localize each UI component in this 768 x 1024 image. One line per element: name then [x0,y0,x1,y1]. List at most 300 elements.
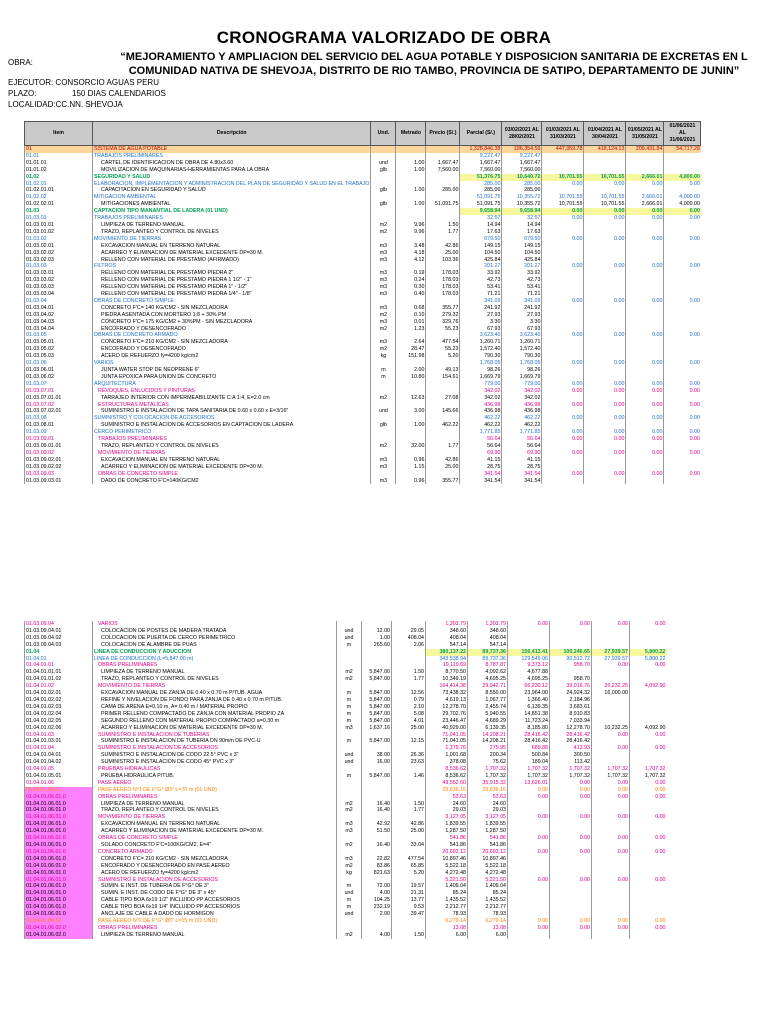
parcial: 1,287.50 [426,828,468,835]
metrado: 28.47 [396,346,426,353]
month-2: 0.00 [508,925,550,932]
month-5 [630,821,667,828]
description: OBRAS DE CONCRETO ARMADO [93,332,371,339]
metrado [396,429,426,436]
parcial: 53.41 [460,284,502,291]
month-2 [508,635,550,642]
unit: und [337,752,362,759]
description: LINEA DE CONDUCCION (L=5,847.00 m) [93,656,337,663]
month-1: 56.64 [502,436,542,443]
description: EXCAVACION MANUAL EN TERRENO NATURAL [93,457,371,464]
parcial: 285.00 [460,187,502,194]
month-3: 113.42 [550,759,592,766]
parcial: 51,091.75 [460,194,502,201]
item-code: 01.03.07 [25,381,93,388]
description: LIMPIEZA DE TERRENO MANUAL [93,222,371,229]
item-code: 01.03.07.01 [25,388,93,395]
metrado [396,415,426,422]
price [392,745,426,752]
price [426,215,460,222]
month-4: 0.00 [626,471,664,478]
metrado: 0.19 [396,270,426,277]
month-1: 1,667.47 [502,160,542,167]
price: 42.86 [426,243,460,250]
table-row [25,201,701,208]
month-4: 0.00 [592,780,630,787]
metrado: 9.96 [396,222,426,229]
metrado: 0.68 [396,305,426,312]
item-code: 01.04.01.06.01.0 [25,849,93,856]
description: MOVIMIENTO DE TIERRAS [93,683,337,690]
price [426,194,460,201]
item-code: 01.03.04.02 [25,312,93,319]
parcial: 1,669.79 [460,374,502,381]
item-code: 01 [25,146,93,153]
item-code: 01.04.01.02.04 [25,711,93,718]
unit: und [371,160,396,167]
metrado: 2.00 [362,911,392,918]
price [426,415,460,422]
month-4: 0.00 [592,925,630,932]
month-5 [630,628,667,635]
item-code: 01.03.09.01 [25,436,93,443]
price: 1.50 [392,932,426,939]
parcial: 85.24 [426,890,468,897]
month-2: 0.00 [508,835,550,842]
table-row [25,360,701,367]
metrado: 1.15 [396,464,426,471]
month-3 [550,883,592,890]
month-1: 425.84 [502,257,542,264]
metrado [362,918,392,925]
unit: m3 [371,305,396,312]
metrado: 5,847.00 [362,718,392,725]
month-5: 0.00 [664,208,701,215]
month-4: 0.00 [592,745,630,752]
month-5: 0.00 [664,450,701,457]
unit [371,208,396,215]
table-row [25,222,701,229]
month-5 [630,752,667,759]
description: CABLE TIPO BOA 6x19 1/2" INCLUIDO PP ACCESORIOS [93,897,337,904]
description: COLOCACION DE ALAMBRE DE PUAS [93,642,337,649]
item-code: 01.04.01.06.01.0 [25,883,93,890]
unit [371,174,396,181]
column-header: 03/02/2021 AL 28/02/2021 [502,122,542,146]
month-3 [584,422,626,429]
month-3: 12,278.70 [550,725,592,732]
parcial: 285.00 [460,181,502,188]
price: 25.00 [426,464,460,471]
month-4 [626,222,664,229]
parcial: 49,552.60 [426,780,468,787]
month-2 [542,153,584,160]
month-3 [550,669,592,676]
month-4 [626,319,664,326]
unit [371,429,396,436]
month-4: 0.00 [626,360,664,367]
month-1: 89,737.36 [468,649,508,656]
table-row [25,381,701,388]
description: MITIGACIONES AMBIENTAL [93,201,371,208]
month-5 [664,395,701,402]
item-code: 01.04 [25,649,93,656]
month-5 [630,842,667,849]
unit: m [337,704,362,711]
month-4 [626,457,664,464]
table-row [25,759,667,766]
unit [371,360,396,367]
item-code: 01.04.01.02.06 [25,725,93,732]
month-3: 39,016.76 [550,683,592,690]
description: SEGURIDAD Y SALUD [93,174,371,181]
month-1: 69.90 [502,450,542,457]
price: 42.86 [426,457,460,464]
month-1: 436.98 [502,408,542,415]
parcial: 29,636.16 [426,787,468,794]
month-4: 10,232.25 [592,725,630,732]
description: MOVIMIENTO DE TIERRAS [93,814,337,821]
month-1: 6.00 [468,932,508,939]
unit: m [337,738,362,745]
month-2 [508,642,550,649]
table-row [25,718,667,725]
item-code: 01.04.01.04.02 [25,759,93,766]
description: COLOCACION DE PUERTA DE CERCO PERIMETRICO [93,635,337,642]
month-4: 0.00 [626,450,664,457]
month-1: 341.54 [502,478,542,485]
month-4 [592,642,630,649]
document-title: CRONOGRAMA VALORIZADO DE OBRA [216,28,552,47]
parcial: 2,212.77 [426,904,468,911]
price: 462.22 [426,422,460,429]
month-4: 0.00 [626,215,664,222]
price [426,429,460,436]
unit [371,402,396,409]
unit: glb [371,187,396,194]
parcial: 436.98 [460,408,502,415]
metrado: 1,637.16 [362,725,392,732]
price: 103.36 [426,257,460,264]
month-1: 6,139.35 [468,725,508,732]
parcial: 1,260.71 [460,339,502,346]
month-5: 0.00 [664,402,701,409]
parcial: 3.30 [460,319,502,326]
parcial: 67.93 [460,326,502,333]
table-row [25,464,701,471]
item-code: 01.03.01.01 [25,222,93,229]
parcial: 408.04 [426,635,468,642]
month-2 [542,422,584,429]
month-5: 0.00 [664,429,701,436]
price: 13.77 [392,897,426,904]
month-4 [592,669,630,676]
unit: m3 [337,856,362,863]
price [392,662,426,669]
item-code: 01.03.02.03 [25,257,93,264]
parcial: 6.00 [426,932,468,939]
parcial: 56.64 [460,436,502,443]
month-5: 0.00 [664,332,701,339]
month-3 [584,153,626,160]
project-name [100,50,768,78]
description: CARTEL DE IDENTIFICACION DE OBRA DE 4.80x3.60 [93,160,371,167]
parcial: 4,619.13 [426,697,468,704]
month-5: 4,000.00 [664,174,701,181]
month-5 [630,863,667,870]
month-2: 0.00 [542,236,584,243]
month-2: 13,626.01 [508,780,550,787]
month-1: 5,221.50 [468,877,508,884]
description: VARIOS [93,621,337,628]
month-5: 4,092.90 [630,725,667,732]
unit [371,471,396,478]
description: TRAZO, REPLANTEO Y CONTROL DE NIVELES [93,443,371,450]
month-3: 0.00 [584,215,626,222]
unit [371,194,396,201]
localidad-line: LOCALIDAD:CC.NN. SHEVOJA [8,100,123,109]
month-1: 1,839.55 [468,821,508,828]
metrado: 72.00 [362,883,392,890]
parcial: 343,538.94 [426,656,468,663]
description: OBRAS DE CONCRETO SIMPLE [93,298,371,305]
unit: glb [371,422,396,429]
table-row [25,236,701,243]
table-row [25,849,667,856]
month-4 [626,243,664,250]
month-2: 4,677.88 [508,669,550,676]
month-1: 241.92 [502,305,542,312]
table-row [25,821,667,828]
unit: m3 [337,725,362,732]
month-5 [664,222,701,229]
price [426,153,460,160]
item-code: 01.04.01.05.01 [25,773,93,780]
description: SUMIN. E INST. DE CODO DE F°G° DE 3" x 45° [93,890,337,897]
month-2 [542,160,584,167]
table-row [25,257,701,264]
parcial: 4,272.48 [426,870,468,877]
unit [371,450,396,457]
price: 477.54 [426,339,460,346]
price [426,436,460,443]
item-code: 01.04.01.06.01.0 [25,870,93,877]
unit: m2 [337,932,362,939]
price [426,332,460,339]
table-row [25,402,701,409]
description: SEGUNDO RELLENO CON MATERIAL PROPIO COMPACTADO a=0.30 m [93,718,337,725]
month-2 [508,821,550,828]
month-2 [542,339,584,346]
item-code: 01.03.09.04 [25,621,93,628]
price: 5.08 [392,711,426,718]
parcial: 380,137.22 [426,649,468,656]
parcial: 341.54 [460,471,502,478]
month-2 [542,319,584,326]
item-code: 01.03.09.02.02 [25,464,93,471]
month-3 [550,628,592,635]
description: ACARREO Y ELIMINACIÓN DE MATERIAL EXCEDENTE DP=30 M. [93,250,371,257]
month-4: 2,666.01 [626,194,664,201]
metrado: 22.82 [362,856,392,863]
item-code: 01.04.01.05 [25,766,93,773]
month-4 [592,711,630,718]
month-5: 0.00 [630,835,667,842]
item-code: 01.04.01.06.01.0 [25,821,93,828]
month-5: 0.00 [664,181,701,188]
unit: und [371,408,396,415]
metrado [396,332,426,339]
item-code: 01.04.01.03 [25,732,93,739]
parcial: 6,279.14 [426,918,468,925]
month-5 [664,250,701,257]
month-5: 0.00 [664,415,701,422]
month-4 [626,326,664,333]
parcial: 24.60 [426,801,468,808]
item-code: 01.04.01.02.05 [25,718,93,725]
parcial: 1,771.85 [460,429,502,436]
month-1: 5,940.55 [468,711,508,718]
unit [337,835,362,842]
month-4: 0.00 [592,918,630,925]
table-row [25,828,667,835]
month-2 [542,408,584,415]
unit [337,656,362,663]
month-2: 6,139.35 [508,704,550,711]
table-row [25,436,701,443]
item-code: 01.03.08 [25,415,93,422]
month-1: 201.27 [502,263,542,270]
month-4 [626,312,664,319]
month-2 [542,257,584,264]
parcial: 104.50 [460,250,502,257]
description: SOLADO CONCRETO F'C=100KG/CM2, E=4" [93,842,337,849]
column-header: 01/03/2021 AL 31/03/2021 [542,122,584,146]
price: 7,560.00 [426,167,460,174]
description: SISTEMA DE AGUA POTABLE [93,146,371,153]
description: CONCRETO F'C= 210 KG/CM2 - SIN MEZCLADORA [93,856,337,863]
month-4 [592,635,630,642]
parcial: 241.92 [460,305,502,312]
month-3 [584,250,626,257]
metrado [396,153,426,160]
price [426,208,460,215]
metrado: 4.00 [362,890,392,897]
month-5: 5,800.22 [630,649,667,656]
item-code: 01.04.01.06.01 [25,787,93,794]
item-code: 01.03.05.01 [25,339,93,346]
month-1: 285.00 [502,181,542,188]
month-3 [550,890,592,897]
table-row [25,298,701,305]
parcial: 149.15 [460,243,502,250]
column-header: Metrado [396,122,426,146]
month-4 [592,870,630,877]
table-row [25,918,667,925]
unit: m [337,642,362,649]
table-row [25,153,701,160]
plazo-label: PLAZO: [8,89,37,98]
metrado: 10.80 [396,374,426,381]
table-row [25,395,701,402]
table-row [25,704,667,711]
item-code: 01.04.01.06 [25,780,93,787]
parcial: 541.86 [426,842,468,849]
month-3 [584,257,626,264]
item-code: 01.03.06.02 [25,374,93,381]
month-3 [584,443,626,450]
month-2: 8,185.80 [508,725,550,732]
table-row [25,194,701,201]
month-2: 1,366.40 [508,697,550,704]
metrado [362,766,392,773]
unit [337,877,362,884]
month-2 [542,270,584,277]
month-3 [584,291,626,298]
month-3 [584,222,626,229]
parcial: 10,349.19 [426,676,468,683]
table-row [25,277,701,284]
price [392,918,426,925]
month-3: 10,701.55 [584,174,626,181]
description: RELLENO CON MATERIAL DE PRESTAMO PIEDRA 2" [93,270,371,277]
item-code: 01.03.03.01 [25,270,93,277]
metrado [396,194,426,201]
table-row [25,429,701,436]
month-4 [626,478,664,485]
month-2 [508,856,550,863]
item-code: 01.03.02 [25,236,93,243]
month-4 [592,856,630,863]
parcial: 7,560.00 [460,167,502,174]
unit [371,236,396,243]
month-3 [584,478,626,485]
metrado [362,925,392,932]
month-3: 0.00 [584,360,626,367]
month-5: 0.00 [664,471,701,478]
month-5: 0.00 [630,621,667,628]
project-line-1: “MEJORAMIENTO Y AMPLIACION DEL SERVICIO DEL AGUA POTABLE Y DISPOSICION SANITARIA DE EXCRETAS EN L [120,51,748,63]
parcial: 425.84 [460,257,502,264]
month-4: 0.00 [626,436,664,443]
table-row [25,450,701,457]
description: MITIGACION AMBIENTAL [93,194,371,201]
unit: m2 [337,842,362,849]
month-2: 1,707.32 [508,773,550,780]
month-1: 341.54 [502,471,542,478]
month-2: 10,701.55 [542,174,584,181]
metrado: 821.63 [362,870,392,877]
month-4: 27,939.57 [592,649,630,656]
parcial: 10,897.46 [426,856,468,863]
item-code: 01.04.01.06.01.0 [25,863,93,870]
month-4 [592,883,630,890]
month-2: 23,964.00 [508,690,550,697]
table-row [25,656,667,663]
unit: m2 [371,395,396,402]
schedule-table-bottom [24,621,667,939]
description: SUMINISTRO E INSTALACION DE ACCESORIOS [93,745,337,752]
parcial: 3,623.40 [460,332,502,339]
description: CONCRETO F'C= 140 KG/CM2 - SIN MEZCLADORA [93,305,371,312]
description: TRABAJOS PRELIMINARES [93,153,371,160]
description: ACARREO Y ELIMINACIÓN DE MATERIAL EXCEDENTE DP=30 M. [93,828,337,835]
unit [337,814,362,821]
month-3 [550,897,592,904]
month-2: 0.00 [542,402,584,409]
month-2: 0.00 [508,849,550,856]
metrado: 5,847.00 [362,738,392,745]
